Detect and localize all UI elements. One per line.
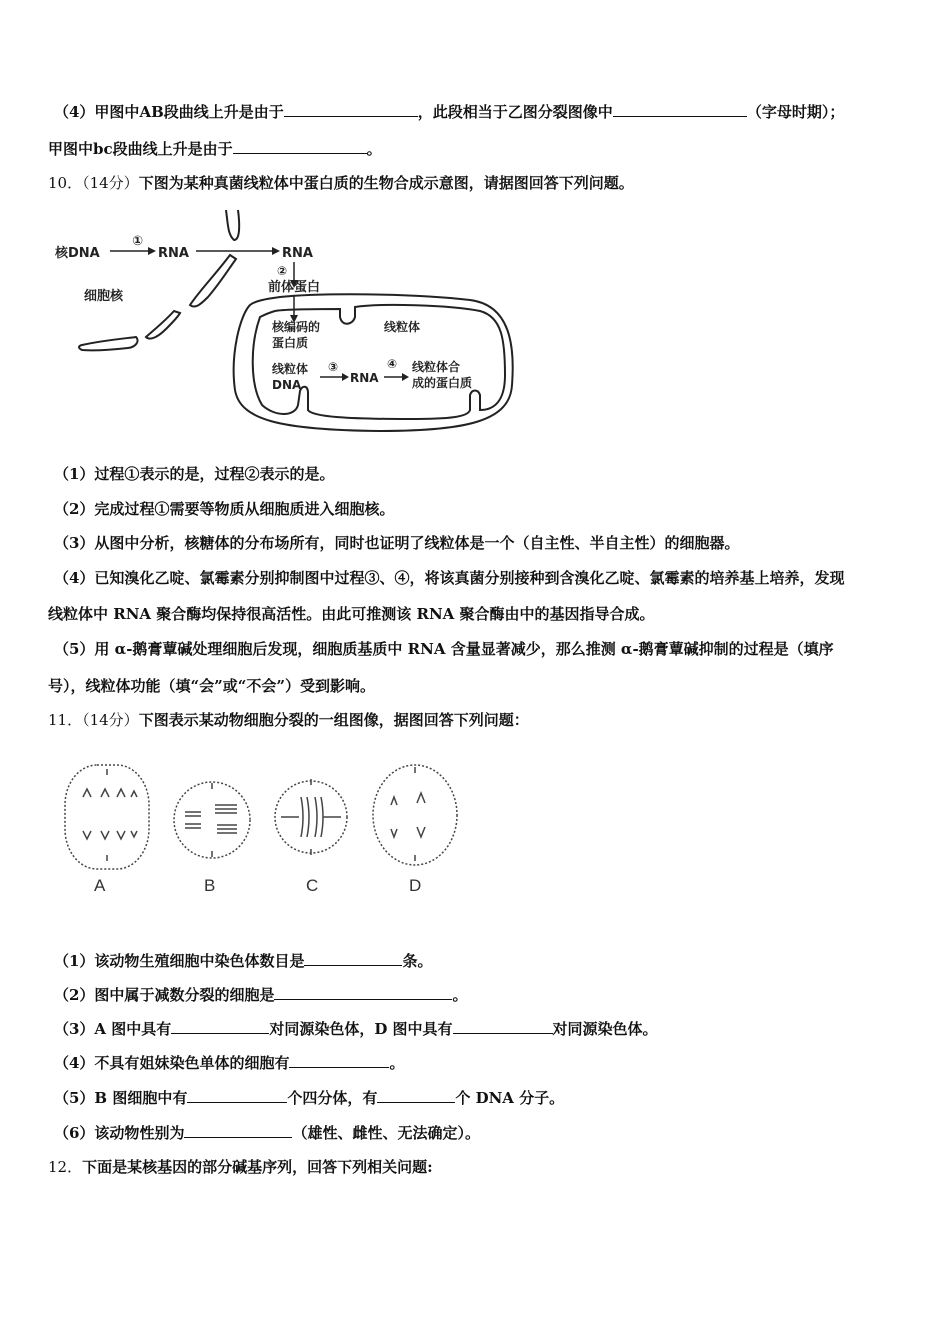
cell-label-a: A — [94, 876, 106, 895]
mito-dna-label-2: DNA — [272, 378, 302, 392]
step-4-label: ④ — [387, 357, 398, 371]
nuclear-membrane-top — [226, 210, 239, 240]
q12-stem: 12．下面是某核基因的部分碱基序列，回答下列相关问题: — [48, 1158, 433, 1176]
answer-blank[interactable] — [304, 951, 402, 966]
step-3-label: ③ — [328, 360, 339, 374]
arrow-3-head — [342, 373, 349, 381]
cell-label-c: C — [306, 876, 319, 895]
cell-d — [373, 765, 457, 865]
arrow-export-head — [272, 247, 280, 255]
answer-blank[interactable] — [453, 1019, 553, 1034]
step-1-label: ① — [132, 234, 144, 249]
answer-blank[interactable] — [274, 985, 452, 1000]
nuclear-membrane-segment — [79, 337, 138, 350]
answer-blank[interactable] — [289, 1053, 389, 1068]
q11-s4: （4）不具有姐妹染色单体的细胞有 。 — [54, 1054, 405, 1072]
cell-b — [174, 782, 250, 858]
cell-label-b: B — [204, 876, 216, 895]
nuclear-membrane-segment — [146, 311, 180, 339]
arrow-4-head — [402, 373, 409, 381]
mito-protein-label-1: 线粒体合 — [412, 360, 461, 374]
q11-s5: （5）B 图细胞中有 个四分体，有 个 DNA 分子。 — [54, 1089, 565, 1107]
answer-blank[interactable] — [233, 139, 367, 154]
q10-s5-line2: 号），线粒体功能（填“会”或“不会”）受到影响。 — [48, 677, 376, 695]
q11-s1: （1）该动物生殖细胞中染色体数目是 条。 — [54, 952, 433, 970]
q10-s4-line1: （4）已知溴化乙啶、氯霉素分别抑制图中过程③、④，将该真菌分别接种到含溴化乙啶、氯霉素的培养基上培养，发现 — [54, 569, 845, 587]
nucleus-label: 细胞核 — [84, 289, 124, 304]
answer-blank[interactable] — [187, 1088, 287, 1103]
rna-cytoplasm-label: RNA — [282, 246, 313, 261]
q10-s4-line2: 线粒体中 RNA 聚合酶均保持很高活性。由此可推测该 RNA 聚合酶由中的基因指导合成。 — [48, 605, 655, 623]
answer-blank[interactable] — [613, 102, 747, 117]
nuclear-dna-label: 核DNA — [55, 246, 100, 261]
q10-s2: （2）完成过程①需要等物质从细胞质进入细胞核。 — [54, 500, 395, 518]
mitochondrion-label: 线粒体 — [384, 320, 421, 334]
step-2-label: ② — [277, 264, 288, 278]
mito-protein-label-2: 成的蛋白质 — [412, 376, 473, 390]
cell-division-figures — [55, 755, 465, 880]
q11-s3: （3）A 图中具有 对同源染色体，D 图中具有 对同源染色体。 — [54, 1020, 658, 1038]
q11-s6: （6）该动物性别为 （雄性、雌性、无法确定）。 — [54, 1124, 480, 1142]
q9-part4-line2: 甲图中bc段曲线上升是由于 。 — [48, 140, 382, 158]
q10-stem: 10．（14分）下图为某种真菌线粒体中蛋白质的生物合成示意图，请据图回答下列问题。 — [48, 174, 634, 192]
mitochondria-protein-synthesis-diagram — [50, 205, 530, 440]
q10-s3: （3）从图中分析，核糖体的分布场所有，同时也证明了线粒体是一个（自主性、半自主性）的细胞器。 — [54, 534, 740, 552]
answer-blank[interactable] — [284, 102, 418, 117]
precursor-protein-label: 前体蛋白 — [268, 280, 321, 295]
rna-nuclear-label: RNA — [158, 246, 189, 261]
nuclear-membrane-segment — [190, 255, 236, 307]
nuclear-encoded-protein-label-1: 核编码的 — [272, 320, 321, 334]
q11-stem: 11．（14分）下图表示某动物细胞分裂的一组图像，据图回答下列问题： — [48, 711, 529, 729]
rna-mito-label: RNA — [350, 371, 379, 385]
cell-label-d: D — [409, 876, 422, 895]
answer-blank[interactable] — [184, 1123, 292, 1138]
nuclear-encoded-protein-label-2: 蛋白质 — [272, 336, 309, 350]
q10-s1: （1）过程①表示的是，过程②表示的是。 — [54, 465, 335, 483]
q10-s5-line1: （5）用 α-鹅膏蕈碱处理细胞后发现，细胞质基质中 RNA 含量显著减少，那么推测 α-鹅膏蕈碱抑制的过程是（填序 — [54, 640, 834, 658]
mito-dna-label-1: 线粒体 — [272, 362, 309, 376]
answer-blank[interactable] — [377, 1088, 455, 1103]
answer-blank[interactable] — [171, 1019, 269, 1034]
cell-a — [65, 765, 149, 869]
cell-c — [275, 779, 347, 855]
q11-s2: （2）图中属于减数分裂的细胞是 。 — [54, 986, 468, 1004]
q9-part4-line1: （4）甲图中AB段曲线上升是由于 ，此段相当于乙图分裂图像中 （字母时期）； — [54, 103, 845, 121]
arrow-1-head — [148, 247, 156, 255]
